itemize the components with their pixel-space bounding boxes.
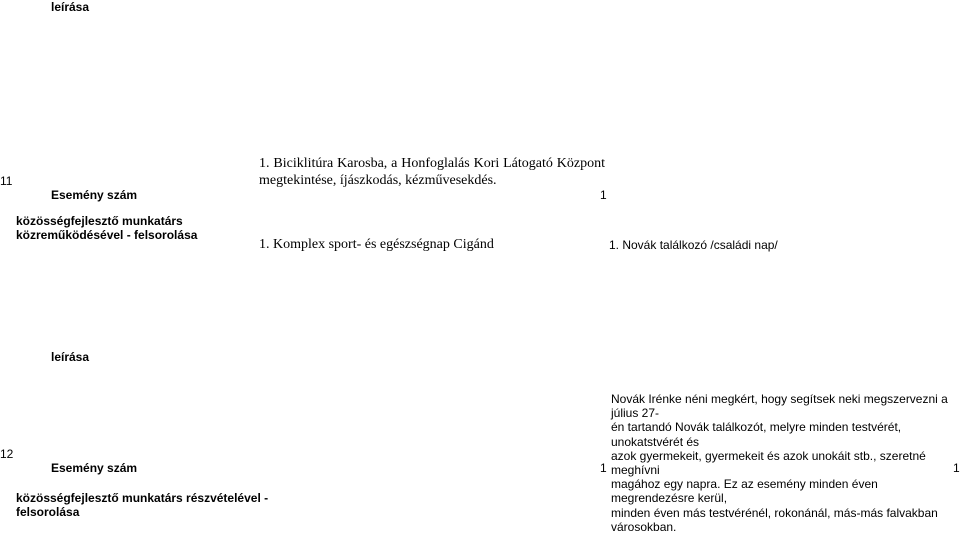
event-item-1-line1: 1. Biciklitúra Karosba, a Honfoglalás Kori Látogató Központ [259,156,605,171]
event-description-12: Novák Irénke néni megkért, hogy segítsek neki megszervezni a július 27- én tartandó Novák találkozót, melyre minden testvérét, unokatstvérét és azok gyermekeit, gyermekeit és azok unokáit stb., szeretné meghívni magához egy napra. Ez az esemény minden éven megrendezésre kerül, minden éven más testvérénél, rokonánál, más-más falvakban városokban. [611,392,948,534]
role-label-11-line1: közösségfejlesztő munkatárs [16,214,183,228]
event-list-item-1 [259,155,605,172]
event-number-value-12b: 1 [953,461,960,475]
event-number-label-12: Esemény szám [51,461,138,475]
role-label-11-line2: közreműködésével - felsorolása [16,228,198,242]
event-number-value-11: 1 [600,188,607,202]
section-heading-top: leírása [51,0,90,14]
event-list-item-3: 1. Novák találkozó /családi nap/ [609,238,778,252]
role-label-12-line2: felsorolása [16,505,80,519]
role-label-12-line1: közösségfejlesztő munkatárs részvételével - [16,491,269,505]
event-list-item-2: 1. Komplex sport- és egészségnap Cigánd [259,237,494,252]
row-number-12: 12 [0,447,14,461]
row-number-11: 11 [0,174,13,188]
event-number-label-11: Esemény szám [51,188,138,202]
event-number-value-12a: 1 [600,461,607,475]
event-item-1-line2: megtekintése, íjászkodás, kézművesekdés. [259,173,497,188]
section-heading-row12: leírása [51,350,90,364]
